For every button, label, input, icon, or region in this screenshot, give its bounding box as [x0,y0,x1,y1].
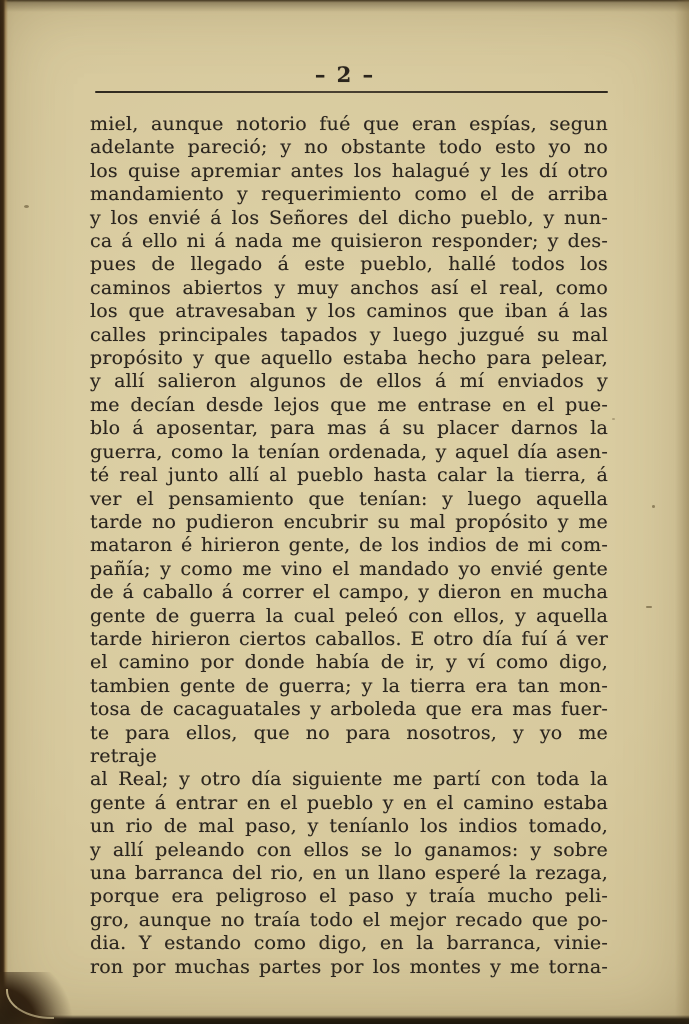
text-line: tambien gente de guerra; y la tierra era tan mon- [90,674,608,697]
text-line: un rio de mal paso, y teníanlo los indios tomado, [90,815,608,838]
text-line: mandamiento y requerimiento como el de arriba [90,183,608,206]
ink-speck [652,505,655,508]
text-line: tarde no pudieron encubrir su mal propósito y me [90,510,608,533]
text-line: al Real; y otro día siguiente me partí con toda la [90,768,608,791]
text-line: te para ellos, que no para nosotros, y yo me retraje [90,721,608,767]
header-rule [95,91,608,93]
ink-speck [612,418,615,420]
ink-speck [646,606,652,608]
text-line: guerra, como la tenían ordenada, y aquel día asen- [90,440,608,463]
text-line: pañía; y como me vino el mandado yo envié gente [90,557,608,580]
text-line: tarde hirieron ciertos caballos. E otro día fuí á ver [90,627,608,650]
text-line: y allí peleando con ellos se lo ganamos: y sobre [90,838,608,861]
text-line: y allí salieron algunos de ellos á mí enviados y [90,370,608,393]
body-text [90,113,608,979]
text-line: ron por muchas partes por los montes y me torna- [90,955,608,978]
text-line: el camino por donde había de ir, y ví como digo, [90,651,608,674]
scan-edge-left [0,0,8,1024]
text-line: pues de llegado á este pueblo, hallé todos los [90,253,608,276]
text-line: mataron é hirieron gente, de los indios de mi com- [90,534,608,557]
text-line: gente á entrar en el pueblo y en el camino estaba [90,791,608,814]
text-line: blo á aposentar, para mas á su placer darnos la [90,417,608,440]
text-line: me decían desde lejos que me entrase en el pue- [90,393,608,416]
text-line: adelante pareció; y no obstante todo esto yo no [90,136,608,159]
scan-edge-top [0,0,689,12]
text-line: gente de guerra la cual peleó con ellos, y aquella [90,604,608,627]
text-line: una barranca del rio, en un llano esperé la rezaga, [90,862,608,884]
text-line: los quise apremiar antes los halagué y les dí otro [90,159,608,182]
text-line: tosa de cacaguatales y arboleda que era mas fuer- [90,698,608,721]
text-line: y los envié á los Señores del dicho pueblo, y nun- [90,206,608,229]
text-line: té real junto allí al pueblo hasta calar la tierra, á [90,464,608,487]
text-line: dia. Y estando como digo, en la barranca, vinie- [90,932,608,955]
text-line: caminos abiertos y muy anchos así el real, como [90,276,608,299]
text-line: calles principales tapados y luego juzgué su mal [90,323,608,346]
text-line: de á caballo á correr el campo, y dieron en mucha [90,581,608,604]
text-line: ca á ello ni á nada me quisieron responder; y des- [90,230,608,253]
scan-edge-right [675,0,689,1024]
text-line: miel, aunque notorio fué que eran espías, segun [90,113,608,135]
text-line: los que atravesaban y los caminos que iban á las [90,300,608,323]
text-line: gro, aunque no traía todo el mejor recado que po- [90,908,608,931]
text-line: ver el pensamiento que tenían: y luego aquella [90,487,608,510]
text-line: propósito y que aquello estaba hecho para pelear, [90,347,608,370]
scan-edge-bottom [0,1015,689,1024]
page-number: – 2 – [314,62,376,87]
text-line: porque era peligroso el paso y traía mucho peli- [90,885,608,908]
ink-speck [24,205,29,208]
